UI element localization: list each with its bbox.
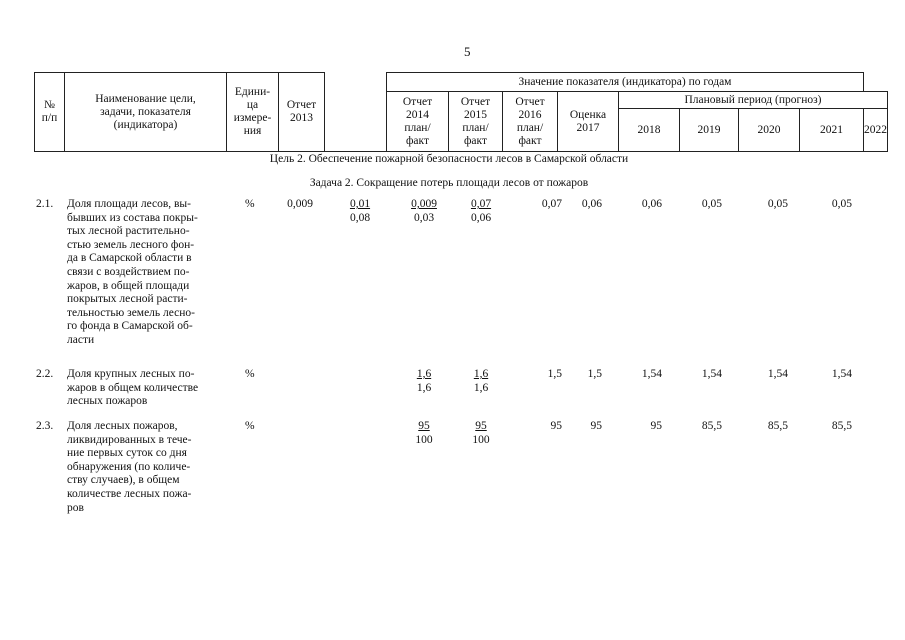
estimate-2017: 0,07: [541, 198, 562, 210]
value-2021: 0,05: [767, 198, 788, 210]
header-2018: 2018: [619, 109, 680, 152]
report-2015: [396, 198, 452, 225]
header-name: Наименование цели, задачи, показателя (индикатора): [65, 73, 227, 152]
plan-value: 95: [418, 420, 430, 432]
value-2019: 95: [650, 420, 662, 432]
page-number: 5: [464, 44, 471, 59]
fact-value: 1,6: [416, 381, 432, 394]
value-2018: 1,5: [587, 368, 602, 380]
indicator-name: Доля крупных лесных по- жаров в общем количестве лесных пожаров: [67, 368, 199, 408]
goal-heading: Цель 2. Обеспечение пожарной безопасности лесов в Самарской области: [269, 153, 629, 165]
table-row: [34, 368, 864, 413]
fact-value: 100: [415, 433, 433, 446]
table-row: [34, 198, 864, 363]
header-values-group: Значение показателя (индикатора) по годам: [387, 73, 864, 92]
header-2020: 2020: [739, 109, 800, 152]
fact-value: 100: [472, 433, 490, 446]
unit: %: [245, 420, 255, 432]
value-2018: 0,06: [581, 198, 602, 210]
header-num: № п/п: [35, 73, 65, 152]
header-2022: 2022: [864, 109, 888, 152]
header-2016: Отчет 2016 план/ факт: [503, 92, 558, 152]
row-number: 2.1.: [36, 198, 54, 210]
unit: %: [245, 198, 255, 210]
header-2014: Отчет 2014 план/ факт: [387, 92, 449, 152]
header-unit: Едини- ца измере- ния: [227, 73, 279, 152]
indicator-name: Доля площади лесов, вы- бывших из состава покры- тых лесной растительно- стью земель лесного фон- да в Самарской области в связи с воздействием по- жаров, в общей площади покрытых лесной расти- тельностью земель лесно- го фонда в Самарской об- ласти: [67, 198, 198, 346]
plan-value: 1,6: [416, 368, 432, 380]
value-2022: 1,54: [831, 368, 852, 380]
fact-value: 0,06: [470, 211, 492, 224]
report-2016: [456, 420, 506, 447]
value-2019: 0,06: [641, 198, 662, 210]
report-2015: [396, 420, 452, 447]
value-2020: 85,5: [701, 420, 722, 432]
row-number: 2.2.: [36, 368, 54, 380]
plan-value: 0,07: [470, 198, 492, 210]
report-2016: [456, 198, 506, 225]
header-2015: Отчет 2015 план/ факт: [449, 92, 503, 152]
value-2021: 1,54: [767, 368, 788, 380]
task-heading: Задача 2. Сокращение потерь площади лесов от пожаров: [309, 177, 589, 189]
fact-value: 1,6: [473, 381, 489, 394]
row-number: 2.3.: [36, 420, 54, 432]
header-2017: Оценка 2017: [558, 92, 619, 152]
plan-value: 95: [475, 420, 487, 432]
plan-value: 0,009: [411, 198, 437, 210]
header-2019: 2019: [680, 109, 739, 152]
header-table: [34, 72, 888, 152]
unit: %: [245, 368, 255, 380]
header-blank: [325, 73, 387, 152]
estimate-2017: 1,5: [547, 368, 562, 380]
value-2019: 1,54: [641, 368, 662, 380]
report-2014: [332, 198, 388, 225]
value-2021: 85,5: [767, 420, 788, 432]
fact-value: 0,03: [413, 211, 435, 224]
report-2013: 0,009: [287, 198, 313, 210]
value-2018: 95: [590, 420, 602, 432]
value-2020: 1,54: [701, 368, 722, 380]
plan-value: 0,01: [349, 198, 371, 210]
fact-value: 0,08: [349, 211, 371, 224]
header-2021: 2021: [800, 109, 864, 152]
table-row: [34, 420, 864, 520]
value-2022: 85,5: [831, 420, 852, 432]
header-plan-period: Плановый период (прогноз): [619, 92, 888, 109]
estimate-2017: 95: [550, 420, 562, 432]
indicator-name: Доля лесных пожаров, ликвидированных в тече- ние первых суток со дня обнаружения (по количе- ству случаев), в общем количестве лесных пожа- ров: [67, 420, 192, 514]
report-2015: [396, 368, 452, 395]
plan-value: 1,6: [473, 368, 489, 380]
header-2013: Отчет 2013: [279, 73, 325, 152]
report-2016: [456, 368, 506, 395]
value-2020: 0,05: [701, 198, 722, 210]
value-2022: 0,05: [831, 198, 852, 210]
